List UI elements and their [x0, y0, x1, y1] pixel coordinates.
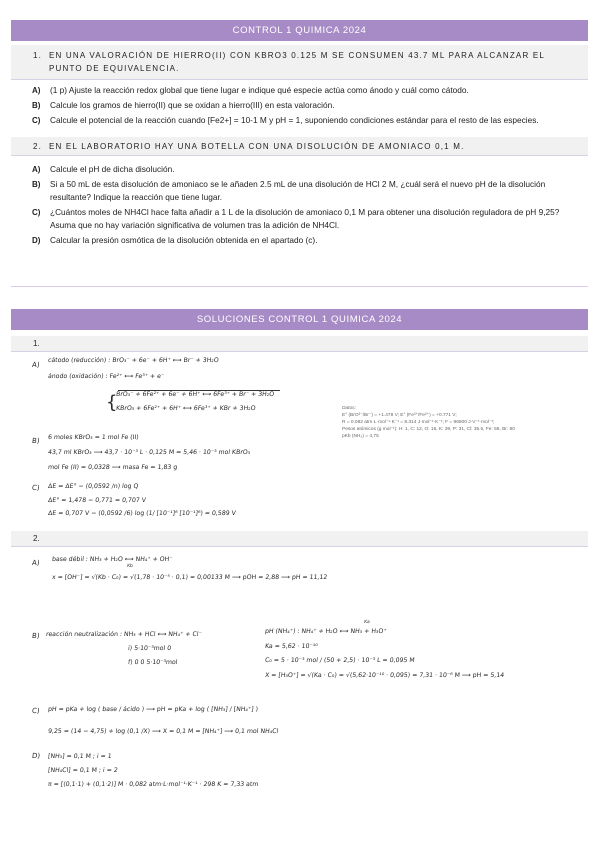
- item-text: ¿Cuántos moles de NH4Cl hace falta añadir a 1 L de la disolución de amoniaco 0,1 M para obtener una disolución reguladora de pH 9,25? Asuma que no hay variación significativa de volumen tras la adición de NH4Cl.: [50, 207, 560, 230]
- section-divider: [11, 286, 588, 287]
- solution-2d-label: D): [31, 752, 41, 760]
- solution-2b-ka-label: Ka: [363, 620, 370, 625]
- solutions-title-band: [11, 309, 588, 330]
- item-text: (1 p) Ajuste la reacción redox global que tiene lugar e indique qué especie actúa como ánodo y cuál como cátodo.: [50, 85, 469, 95]
- solution-2d-line: [NH₄Cl] = 0,1 M ; i = 2: [47, 767, 119, 774]
- solution-1b-line: 6 moles KBrO₃ = 1 mol Fe (II): [47, 434, 139, 441]
- item-text: Calcule el potencial de la reacción cuando [Fe2+] = 10-1 M y pH = 1, suponiendo condiciones estándar para el resto de las especies.: [50, 115, 539, 125]
- solution-2b-line: f) 0 0 5·10⁻³mol: [127, 659, 178, 666]
- question-2-statement: EN EL LABORATORIO HAY UNA BOTELLA CON UNA DISOLUCIÓN DE AMONIACO 0,1 M.: [49, 142, 465, 151]
- item-text: Calcular la presión osmótica de la disolución obtenida en el apartado (c).: [50, 235, 318, 245]
- solution-1-header: [11, 336, 588, 352]
- question-1-header: [11, 45, 588, 80]
- question-2-number: 2.: [33, 142, 43, 151]
- solution-2d-line: [NH₃] = 0,1 M ; i = 1: [47, 753, 113, 760]
- item-label: D): [32, 236, 41, 245]
- data-title: Datos:: [342, 406, 356, 411]
- item-label: C): [32, 208, 41, 217]
- solution-2-number: 2.: [33, 534, 40, 543]
- solution-1c-line: ΔE = 0,707 V − (0,0592 /6) log (1/ [10⁻¹]⁶ [10⁻¹]⁶) = 0,589 V: [47, 510, 237, 517]
- solution-2a-label: A): [31, 559, 40, 567]
- solution-2c-line: 9,25 = (14 − 4,75) + log (0,1 /X) ⟶ X = 0,1 M = [NH₄⁺] ⟶ 0,1 mol NH₄Cl: [47, 728, 279, 735]
- data-box: [342, 405, 582, 440]
- solution-1a-global-ionic: BrO₃⁻ + 6Fe²⁺ + 6e⁻ + 6H⁺ ⟷ 6Fe³⁺ + Br⁻ + 3H₂O: [115, 391, 275, 398]
- solution-2a-line: x = [OH⁻] = √(Kb · C₀) = √(1,78 · 10⁻⁵ · 0,1) = 0,00133 M ⟶ pOH = 2,88 ⟶ pH = 11,12: [51, 574, 328, 581]
- exam-title-band: [11, 20, 588, 41]
- solutions-title: SOLUCIONES CONTROL 1 QUIMICA 2024: [196, 314, 403, 325]
- solution-2a-kb-label: Kb: [126, 564, 134, 569]
- solution-2c-line: pH = pKa + log ( base / ácido ) ⟶ pH = pKa + log ( [NH₃] / [NH₄⁺] ): [47, 706, 259, 713]
- item-label: B): [32, 101, 41, 110]
- solution-2b-line: C₀ = 5 · 10⁻³ mol / (50 + 2,5) · 10⁻³ L = 0,095 M: [264, 657, 415, 664]
- solution-2d-line: π = [(0,1·1) + (0,1·2)] M · 0,082 atm·L·mol⁻¹·K⁻¹ · 298 K = 7,33 atm: [47, 781, 259, 788]
- question-2-header: [11, 137, 588, 156]
- solution-2b-label: B): [31, 632, 40, 640]
- solution-1c-label: C): [31, 484, 41, 492]
- data-line: E° (BrO³⁻/Br⁻) = +1.478 V; E° (Fe³⁺/Fe²⁺) = +0.771 V;: [342, 413, 457, 418]
- item-label: A): [32, 86, 41, 95]
- solution-1c-line: ΔE = ΔE° − (0,0592 /n) log Q: [47, 483, 139, 490]
- brace-symbol: {: [106, 392, 118, 413]
- solution-2a-line: base débil : NH₃ + H₂O ⟷ NH₄⁺ + OH⁻: [51, 556, 173, 563]
- solution-1b-label: B): [31, 437, 40, 445]
- question-1-number: 1.: [33, 51, 43, 60]
- item-label: C): [32, 116, 41, 125]
- item-label: A): [32, 165, 41, 174]
- solution-2c-label: C): [31, 707, 41, 715]
- data-line: R = 0.082 atm·L·mol⁻¹·K⁻¹ = 8.314 J·mol⁻¹·K⁻¹; F = 96500 J·V⁻¹·mol⁻¹;: [342, 420, 495, 425]
- item-text: Calcule los gramos de hierro(II) que se oxidan a hierro(III) en esta valoración.: [50, 100, 335, 110]
- data-line: Pesos atómicos (g mol⁻¹): H: 1, C: 12, O: 16, K: 39, P: 31, Cl: 35.5, Fe: 56, Br: 80: [342, 427, 515, 432]
- solution-1a-global-molecular: KBrO₃ + 6Fe²⁺ + 6H⁺ ⟷ 6Fe³⁺ + KBr + 3H₂O: [115, 405, 256, 412]
- solution-2b-line: reacción neutralización : NH₃ + HCl ⟷ NH₄⁺ + Cl⁻: [45, 631, 203, 638]
- solution-1a-label: A): [31, 361, 40, 369]
- solution-2-header: [11, 531, 588, 547]
- item-label: B): [32, 180, 41, 189]
- solution-2b-line: Ka = 5,62 · 10⁻¹⁰: [264, 643, 319, 650]
- exam-title: CONTROL 1 QUIMICA 2024: [232, 25, 367, 36]
- solution-1a-cathode-line: cátodo (reducción) : BrO₃⁻ + 6e⁻ + 6H⁺ ⟷ Br⁻ + 3H₂O: [47, 357, 220, 364]
- solution-2b-line: X = [H₃O⁺] = √(Ka · C₀) = √(5,62·10⁻¹⁰ · 0,095) = 7,31 · 10⁻⁶ M ⟶ pH = 5,14: [264, 672, 505, 679]
- data-line: pKb (NH₃) = 4,75: [342, 434, 379, 439]
- solution-1-number: 1.: [33, 339, 40, 348]
- solution-2b-line: i) 5·10⁻³mol 0: [127, 645, 172, 652]
- solution-1b-line: 43,7 ml KBrO₃ ⟶ 43,7 · 10⁻³ L · 0,125 M = 5,46 · 10⁻³ mol KBrO₃: [47, 449, 251, 456]
- item-text: Si a 50 mL de esta disolución de amoniaco se le añaden 2.5 mL de una disolución de HCl 2 M, ¿cuál será el nuevo pH de la disolución resultante? Indique la reacción que tiene lugar.: [50, 179, 546, 202]
- solution-1c-line: ΔE° = 1,478 − 0,771 = 0,707 V: [47, 497, 147, 504]
- solution-1b-line: mol Fe (II) = 0,0328 ⟶ masa Fe = 1,83 g: [47, 464, 178, 471]
- solution-1a-anode-line: ánodo (oxidación) : Fe²⁺ ⟷ Fe³⁺ + e⁻: [47, 373, 165, 380]
- item-text: Calcule el pH de dicha disolución.: [50, 164, 175, 174]
- solution-2b-line: pH (NH₄⁺) : NH₄⁺ + H₂O ⟷ NH₃ + H₃O⁺: [264, 628, 387, 635]
- question-1-statement: EN UNA VALORACIÓN DE HIERRO(II) CON KBRO3 0.125 M SE CONSUMEN 43.7 ML PARA ALCANZAR EL PUNTO DE EQUIVALENCIA.: [49, 51, 545, 73]
